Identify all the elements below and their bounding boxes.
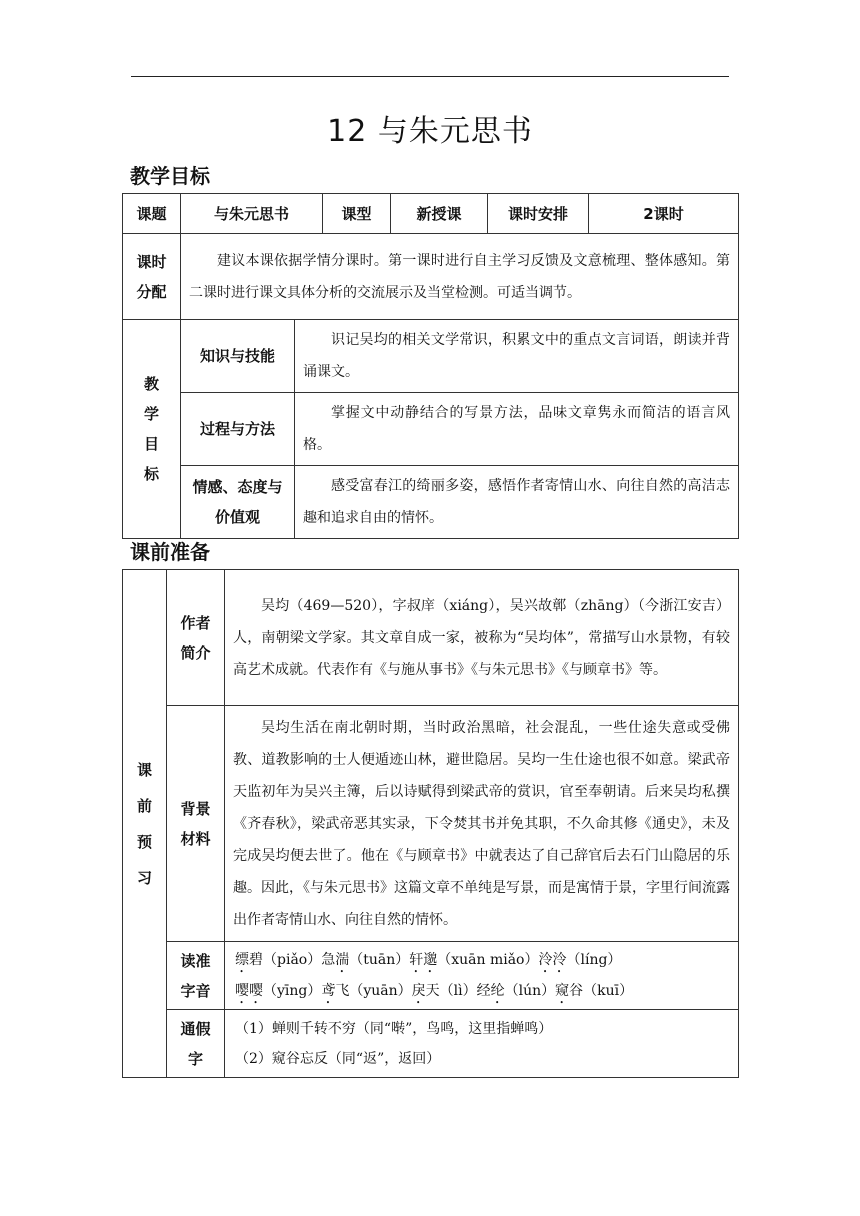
section-heading-goals: 教学目标 bbox=[130, 164, 210, 188]
pronunciation-label-line1: 读准 bbox=[180, 951, 211, 970]
header-type-value: 新授课 bbox=[391, 194, 488, 234]
pron-char: 飞 bbox=[335, 982, 350, 999]
prep-side-char: 前 bbox=[136, 796, 152, 815]
background-label-line1: 背景 bbox=[180, 799, 211, 818]
pron-pinyin: （líng） bbox=[566, 951, 622, 968]
goal-label-emotion-line2: 价值观 bbox=[214, 508, 260, 526]
tongjia-item-2: （2）窥谷忘反（同“返”，返回） bbox=[235, 1050, 441, 1067]
pron-pinyin: （lì） bbox=[439, 982, 477, 999]
pron-pinyin: （yuān） bbox=[349, 982, 412, 999]
tongjia-label bbox=[167, 1010, 225, 1078]
goal-label-process: 过程与方法 bbox=[181, 393, 295, 466]
goal-label-emotion-line1: 情感、态度与 bbox=[192, 478, 283, 496]
pronunciation-line-1 bbox=[235, 945, 728, 976]
background-label bbox=[167, 706, 225, 942]
pron-char: 谷 bbox=[569, 982, 584, 999]
pron-char: 邈 bbox=[423, 951, 438, 968]
author-label bbox=[167, 570, 225, 706]
pron-char: 湍 bbox=[335, 951, 350, 968]
author-text: 吴均（469—520），字叔庠（xiáng），吴兴故鄣（zhāng）（今浙江安吉）人，南朝梁文学家。其文章自成一家，被称为“吴均体”，常描写山水景物，有较高艺术成就。代表作有《与施从事书》《与朱元思书》《与顾章书》等。 bbox=[225, 570, 739, 706]
prep-table bbox=[122, 569, 739, 1078]
alloc-text: 建议本课依据学情分课时。第一课时进行自主学习反馈及文意梳理、整体感知。第二课时进行课文具体分析的交流展示及当堂检测。可适当调节。 bbox=[181, 234, 739, 320]
goal-side-char: 标 bbox=[143, 465, 159, 483]
prep-side-char: 课 bbox=[136, 760, 152, 779]
header-topic-label: 课题 bbox=[123, 194, 181, 234]
goal-text-process: 掌握文中动静结合的写景方法，品味文章隽永而简洁的语言风格。 bbox=[295, 393, 739, 466]
pron-pinyin: （xuān miǎo） bbox=[437, 951, 539, 968]
pronunciation-label-line2: 字音 bbox=[180, 981, 211, 1000]
goal-text-emotion: 感受富春江的绮丽多姿，感悟作者寄情山水、向往自然的高洁志趣和追求自由的情怀。 bbox=[295, 466, 739, 539]
pron-char: 嘤 bbox=[235, 982, 249, 999]
tongjia-label-line2: 字 bbox=[187, 1049, 203, 1068]
pronunciation-line-2 bbox=[235, 976, 728, 1007]
goal-side-char: 教 bbox=[143, 375, 159, 393]
pron-char: 窥 bbox=[555, 982, 570, 999]
alloc-label bbox=[123, 234, 181, 320]
goal-label-emotion bbox=[181, 466, 295, 539]
pron-char: 天 bbox=[425, 982, 440, 999]
tongjia-item-1: （1）蝉则千转不穷（同“啭”，鸟鸣，这里指蝉鸣） bbox=[235, 1020, 553, 1037]
author-label-line2: 简介 bbox=[180, 643, 211, 662]
alloc-label-line2: 分配 bbox=[136, 282, 167, 301]
header-rule bbox=[131, 76, 729, 77]
background-text: 吴均生活在南北朝时期，当时政治黑暗，社会混乱，一些仕途失意或受佛教、道教影响的士人便遁迹山林，避世隐居。吴均一生仕途也很不如意。梁武帝天监初年为吴兴主簿，后以诗赋得到梁武帝的赏识，官至奉朝请。后来吴均私撰《齐春秋》，梁武帝恶其实录，下令焚其书并免其职，不久命其修《通史》，未及完成吴均便去世了。他在《与顾章书》中就表达了自己辞官后去石门山隐居的乐趣。因此，《与朱元思书》这篇文章不单纯是写景，而是寓情于景，字里行间流露出作者寄情山水、向往自然的情怀。 bbox=[225, 706, 739, 942]
pron-char: 泠 bbox=[552, 951, 567, 968]
pron-char: 鸢 bbox=[321, 982, 336, 999]
pron-char: 经 bbox=[476, 982, 491, 999]
header-schedule-value: 2课时 bbox=[589, 194, 739, 234]
goals-table bbox=[122, 193, 739, 539]
goal-side-label bbox=[123, 320, 181, 539]
pron-char: 碧 bbox=[249, 951, 263, 968]
pronunciation-label bbox=[167, 942, 225, 1010]
pron-char: 嘤 bbox=[249, 982, 263, 999]
goal-side-char: 学 bbox=[143, 405, 159, 423]
section-heading-prep: 课前准备 bbox=[130, 540, 210, 564]
pron-pinyin: （yīng） bbox=[263, 982, 322, 999]
pron-char: 纶 bbox=[490, 982, 505, 999]
pron-char: 缥 bbox=[235, 951, 249, 968]
background-label-line2: 材料 bbox=[180, 829, 211, 848]
prep-side-char: 习 bbox=[136, 868, 152, 887]
page-title: 12 与朱元思书 bbox=[327, 114, 533, 149]
header-schedule-label: 课时安排 bbox=[488, 194, 589, 234]
goal-text-knowledge: 识记吴均的相关文学常识，积累文中的重点文言词语，朗读并背诵课文。 bbox=[295, 320, 739, 393]
goal-label-knowledge: 知识与技能 bbox=[181, 320, 295, 393]
prep-side-label bbox=[123, 570, 167, 1078]
header-topic-value: 与朱元思书 bbox=[181, 194, 323, 234]
pron-pinyin: （piǎo） bbox=[263, 951, 322, 968]
header-type-label: 课型 bbox=[323, 194, 391, 234]
pron-char: 轩 bbox=[409, 951, 424, 968]
pron-char: 泠 bbox=[538, 951, 553, 968]
goal-side-char: 目 bbox=[143, 435, 159, 453]
pron-pinyin: （kuī） bbox=[583, 982, 634, 999]
tongjia-label-line1: 通假 bbox=[180, 1019, 211, 1038]
pronunciation-text bbox=[225, 942, 739, 1010]
author-label-line1: 作者 bbox=[180, 613, 211, 632]
pron-pinyin: （tuān） bbox=[349, 951, 410, 968]
pron-char: 戾 bbox=[411, 982, 426, 999]
prep-side-char: 预 bbox=[136, 832, 152, 851]
pron-pinyin: （lún） bbox=[504, 982, 556, 999]
tongjia-text bbox=[225, 1010, 739, 1078]
alloc-label-line1: 课时 bbox=[136, 252, 167, 271]
pron-char: 急 bbox=[321, 951, 336, 968]
